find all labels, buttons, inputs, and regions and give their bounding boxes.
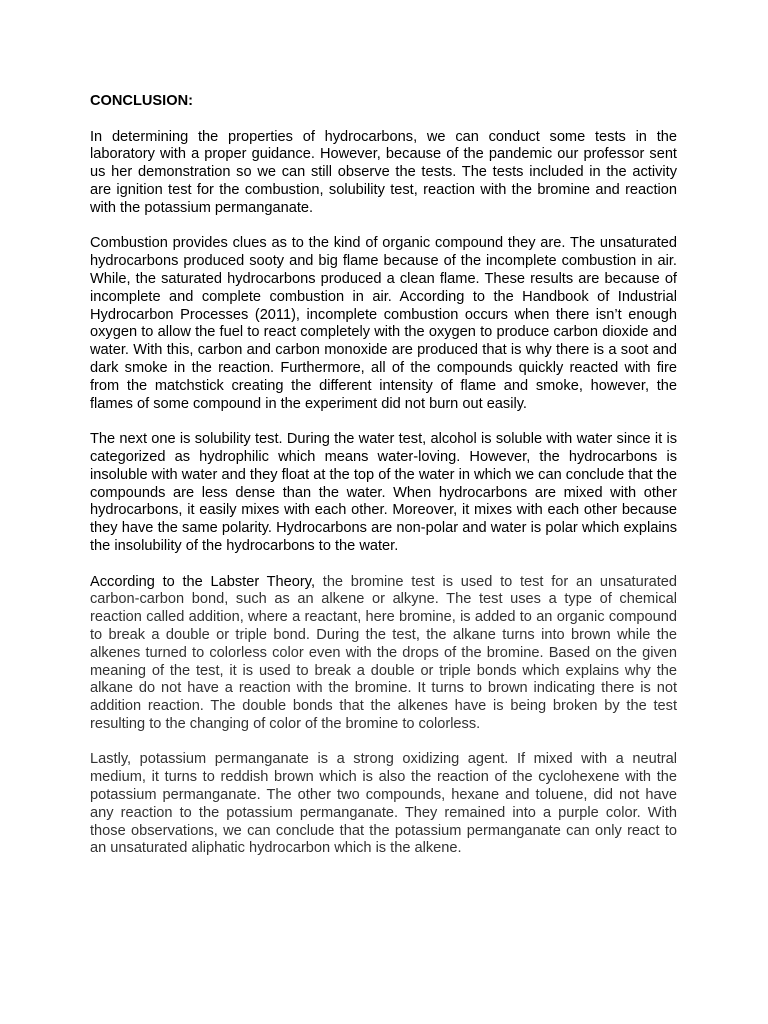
paragraph-introduction: In determining the properties of hydrocarbons, we can conduct some tests in the laboratory with a proper guidance. However, because of the pandemic our professor sent us her demonstration so we can still observe the tests. The tests included in the activity are ignition test for the combustion, solubility test, reaction with the bromine and reaction with the potassium permanganate. — [90, 128, 677, 216]
document-page — [90, 93, 677, 876]
paragraph-combustion: Combustion provides clues as to the kind of organic compound they are. The unsaturated hydrocarbons produced sooty and big flame because of the incomplete combustion in air. While, the saturated hydrocarbons produced a clean flame. These results are because of incomplete and complete combustion in air. According to the Handbook of Industrial Hydrocarbon Processes (2011), incomplete combustion occurs when there isn’t enough oxygen to allow the fuel to react completely with the oxygen to produce carbon dioxide and water. With this, carbon and carbon monoxide are produced that is why there is a soot and dark smoke in the reaction. Furthermore, all of the compounds quickly reacted with fire from the matchstick creating the different intensity of flame and smoke, however, the flames of some compound in the experiment did not burn out easily. — [90, 235, 677, 412]
paragraph-bromine — [90, 574, 677, 734]
conclusion-heading: CONCLUSION: — [90, 93, 193, 109]
bromine-intro-text: According to the Labster Theory, — [90, 573, 316, 590]
paragraph-solubility: The next one is solubility test. During the water test, alcohol is soluble with water since it is categorized as hydrophilic which means water-loving. However, the hydrocarbons is insoluble with water and they float at the top of the water in which we can conclude that the compounds are less dense than the water. When hydrocarbons are mixed with other hydrocarbons, it easily mixes with each other. Moreover, it mixes with each other because they have the same polarity. Hydrocarbons are non-polar and water is polar which explains the insolubility of the hydrocarbons to the water. — [90, 431, 677, 554]
bromine-body-text: the bromine test is used to test for an unsaturated carbon-carbon bond, such as an alkene or alkyne. The test uses a type of chemical reaction called addition, where a reactant, here bromine, is added to an organic compound to break a double or triple bond. During the test, the alkane turns into brown while the alkenes turned to colorless color even with the drops of the bromine. Based on the given meaning of the test, it is used to break a double or triple bonds which explains why the alkane do not have a reaction with the bromine. It turns to brown indicating there is not addition reaction. The double bonds that the alkenes have is being broken by the test resulting to the changing of color of the bromine to colorless. — [90, 573, 677, 732]
paragraph-permanganate: Lastly, potassium permanganate is a strong oxidizing agent. If mixed with a neutral medium, it turns to reddish brown which is also the reaction of the cyclohexene with the potassium permanganate. The other two compounds, hexane and toluene, did not have any reaction to the potassium permanganate. They remained into a purple color. With those observations, we can conclude that the potassium permanganate can only react to an unsaturated aliphatic hydrocarbon which is the alkene. — [90, 751, 677, 857]
